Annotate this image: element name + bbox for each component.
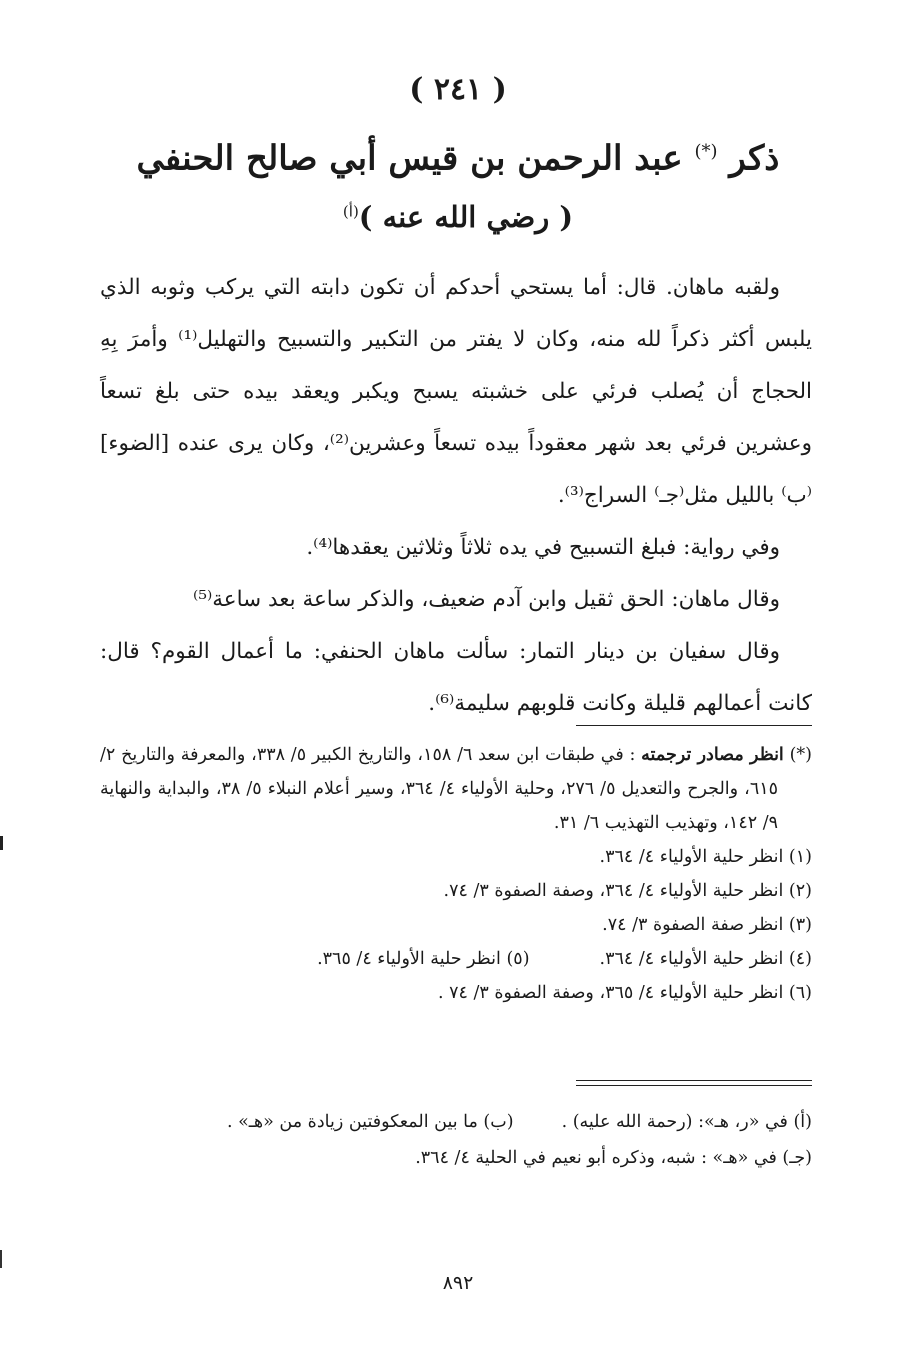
footnote-3: (٣) انظر صفة الصفوة ٣/ ٧٤. <box>602 915 812 935</box>
subtitle-variant-ref: (أ) <box>342 202 359 221</box>
paragraph-4: وقال سفيان بن دينار التمار: سألت ماهان الحنفي: ما أعمال القوم؟ قال: كانت أعمالهم قليلة وكانت قلوبهم سليمة⁽⁶⁾. <box>100 639 812 716</box>
variant-c: (جـ) في «هـ» : شبه، وذكره أبو نعيم في الحلية ٤/ ٣٦٤. <box>415 1148 812 1168</box>
footnote-1: (١) انظر حلية الأولياء ٤/ ٣٦٤. <box>599 847 812 867</box>
scan-mark <box>0 836 3 850</box>
footnote-star-text: : في طبقات ابن سعد ٦/ ١٥٨، والتاريخ الكبير ٥/ ٣٣٨، والمعرفة والتاريخ ٢/ ٦١٥، والجرح والتعديل ٥/ ٢٧٦، وحلية الأولياء ٤/ ٣٦٤، وسير أعلام النبلاء ٥/ ٣٨، والبداية والنهاية ٩/ ١٤٢، وتهذيب التهذيب ٦/ ٣١. <box>100 745 779 833</box>
variants-line-1 <box>100 1104 812 1140</box>
title-name: عبد الرحمن بن قيس أبي صالح الحنفي <box>136 138 683 179</box>
entry-number: ( ٢٤١ ) <box>409 72 507 107</box>
variant-b: (ب) ما بين المعكوفتين زيادة من «هـ» . <box>226 1112 514 1132</box>
scan-mark-lower <box>0 1250 2 1268</box>
title-footnote-ref: (*) <box>694 141 718 162</box>
page-number: ٨٩٢ <box>442 1272 474 1294</box>
page-title <box>60 126 856 184</box>
footnotes <box>100 738 812 1010</box>
footnote-star-mark: (*) <box>789 745 812 765</box>
footnote-separator <box>576 725 812 726</box>
footnote-5: (٥) انظر حلية الأولياء ٤/ ٣٦٥. <box>317 949 530 969</box>
footnote-2: (٢) انظر حلية الأولياء ٤/ ٣٦٤، وصفة الصفوة ٣/ ٧٤. <box>443 881 812 901</box>
paragraph-3: وقال ماهان: الحق ثقيل وابن آدم ضعيف، والذكر ساعة بعد ساعة⁽⁵⁾ <box>193 587 780 612</box>
footnote-star-heading: انظر مصادر ترجمته <box>641 745 784 765</box>
subtitle <box>60 200 856 234</box>
footnote-star <box>100 738 812 840</box>
footnote-6: (٦) انظر حلية الأولياء ٤/ ٣٦٥، وصفة الصفوة ٣/ ٧٤ . <box>437 983 812 1003</box>
main-text <box>100 262 812 730</box>
footnote-4: (٤) انظر حلية الأولياء ٤/ ٣٦٤. <box>599 949 812 969</box>
title-prefix: ذكر <box>729 138 780 179</box>
subtitle-text: ( رضي الله عنه ) <box>358 200 574 234</box>
variants-separator <box>576 1080 812 1086</box>
paragraph-1: ولقبه ماهان. قال: أما يستحي أحدكم أن تكون دابته التي يركب وثوبه الذي يلبس أكثر ذكراً لله منه، وكان لا يفتر من التكبير والتسبيح والتهليل⁽¹⁾ وأمرَ بِهِ الحجاج أن يُصلب فرئي على خشبته يسبح ويكبر ويعقد بيده حتى بلغ تسعاً وعشرين فرئي بعد شهر معقوداً بيده تسعاً وعشرين⁽²⁾، وكان يرى عنده [الضوء]⁽ب⁾ بالليل مثل⁽جـ⁾ السراج⁽³⁾. <box>100 275 812 508</box>
variant-a: (أ) في «ر، هـ»: (رحمة الله عليه) . <box>561 1112 812 1132</box>
paragraph-2: وفي رواية: فبلغ التسبيح في يده ثلاثاً وثلاثين يعقدها⁽⁴⁾. <box>306 535 780 560</box>
footnote-row-4-5 <box>100 942 812 976</box>
manuscript-variants <box>100 1104 812 1176</box>
